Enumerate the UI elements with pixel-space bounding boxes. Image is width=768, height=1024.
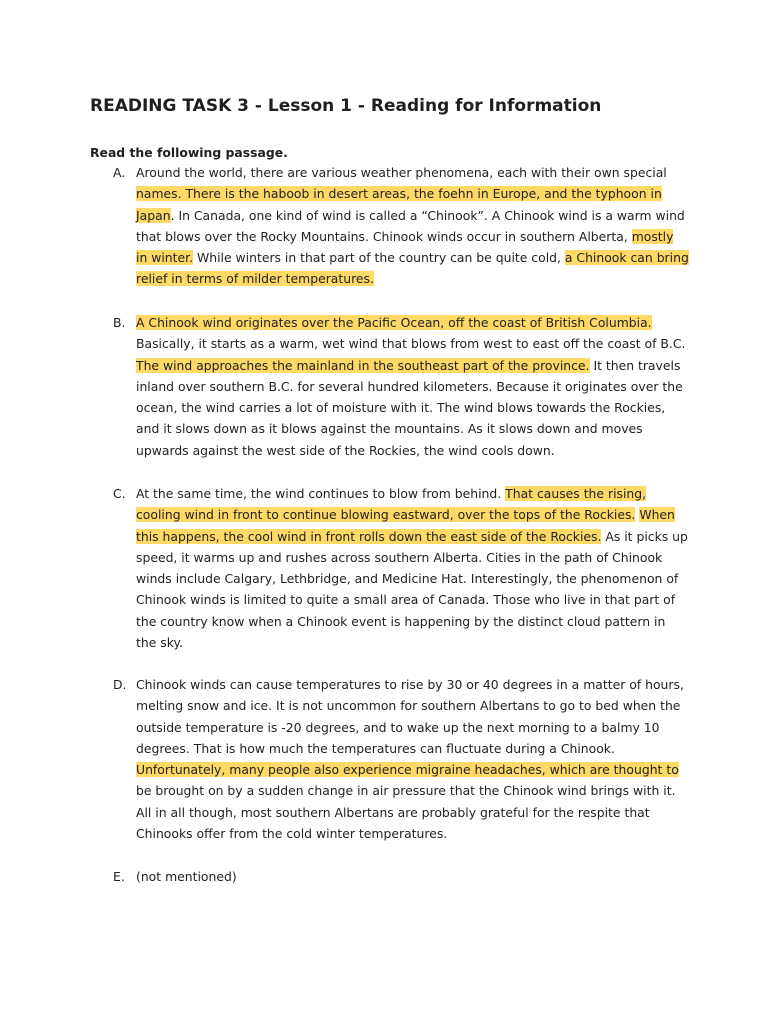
- paragraph-line: [136, 632, 696, 653]
- highlighted-text: cooling wind in front to continue blowing eastward, over the tops of the Rockies.: [136, 507, 636, 523]
- paragraph-line: [136, 738, 696, 759]
- paragraph-c: [136, 483, 696, 653]
- instruction-text: Read the following passage.: [90, 145, 288, 160]
- paragraph-line: [136, 674, 696, 695]
- text-segment: melting snow and ice. It is not uncommon for southern Albertans to go to bed when the: [136, 698, 681, 714]
- text-segment: All in all though, most southern Albertans are probably grateful for the respite that: [136, 804, 650, 820]
- highlighted-text: in winter.: [136, 250, 194, 266]
- highlighted-text: That causes the rising,: [505, 486, 647, 501]
- paragraph-line: [136, 802, 696, 823]
- paragraph-line: [136, 823, 696, 844]
- text-segment: upwards against the west side of the Rockies, the wind cools down.: [136, 442, 555, 458]
- paragraph-line: [136, 780, 696, 801]
- paragraph-line: [136, 376, 696, 397]
- highlighted-text: A Chinook wind originates over the Pacific Ocean, off the coast of British Columbia.: [136, 315, 652, 330]
- text-segment: (not mentioned): [136, 869, 237, 884]
- text-segment: speed, it warms up and rushes across southern Alberta. Cities in the path of Chinook: [136, 549, 663, 565]
- text-segment: that blows over the Rocky Mountains. Chinook winds occur in southern Alberta,: [136, 228, 632, 244]
- paragraph-line: [136, 333, 696, 354]
- item-letter-e: E.: [113, 869, 125, 884]
- paragraph-line: [136, 547, 696, 568]
- text-segment: the sky.: [136, 635, 183, 651]
- paragraph-line: [136, 162, 696, 183]
- text-segment: be brought on by a sudden change in air pressure that the Chinook wind brings with it.: [136, 783, 676, 799]
- paragraph-line: [136, 589, 696, 610]
- text-segment: Basically, it starts as a warm, wet wind that blows from west to east off the coast of B.C.: [136, 336, 686, 352]
- paragraph-line: [136, 247, 696, 268]
- text-segment: At the same time, the wind continues to blow from behind.: [136, 486, 506, 501]
- highlighted-text: names. There is the haboob in desert areas, the foehn in Europe, and the typhoon in: [136, 186, 662, 202]
- text-segment: winds include Calgary, Lethbridge, and Medicine Hat. Interestingly, the phenomenon of: [136, 571, 679, 587]
- paragraph-line: [136, 397, 696, 418]
- item-letter-a: A.: [113, 165, 126, 180]
- text-segment: As it picks up: [601, 528, 688, 544]
- text-segment: the country know when a Chinook event is happening by the distinct cloud pattern in: [136, 613, 666, 629]
- item-letter-d: D.: [113, 677, 127, 692]
- paragraph-line: [136, 568, 696, 589]
- text-segment: It then travels: [589, 357, 681, 373]
- highlighted-text: a Chinook can bring: [564, 250, 689, 266]
- paragraph-line: [136, 418, 696, 439]
- text-segment: ocean, the wind carries a lot of moisture with it. The wind blows towards the Rockies,: [136, 400, 666, 416]
- text-segment: inland over southern B.C. for several hundred kilometers. Because it originates over the: [136, 378, 683, 394]
- text-segment: outside temperature is -20 degrees, and to wake up the next morning to a balmy 10: [136, 719, 660, 735]
- document-title: READING TASK 3 - Lesson 1 - Reading for Information: [90, 96, 602, 116]
- paragraph-line: [136, 440, 696, 461]
- paragraph-line: [136, 268, 696, 289]
- highlighted-text: When: [639, 507, 675, 523]
- item-letter-b: B.: [113, 315, 126, 330]
- paragraph-line: [136, 312, 696, 333]
- paragraph-line: [136, 483, 696, 504]
- paragraph-line: [136, 526, 696, 547]
- paragraph-line: [136, 205, 696, 226]
- paragraph-line: [136, 226, 696, 247]
- paragraph-b: [136, 312, 696, 461]
- highlighted-text: Unfortunately, many people also experience migraine headaches, which are thought to: [136, 762, 679, 778]
- highlighted-text: mostly: [631, 228, 674, 244]
- text-segment: Around the world, there are various weather phenomena, each with their own special: [136, 165, 667, 180]
- text-segment: degrees. That is how much the temperatures can fluctuate during a Chinook.: [136, 740, 615, 756]
- paragraph-d: [136, 674, 696, 844]
- paragraph-line: [136, 866, 696, 887]
- paragraph-a: [136, 162, 696, 290]
- text-segment: While winters in that part of the country can be quite cold,: [193, 250, 565, 266]
- highlighted-text: this happens, the cool wind in front rolls down the east side of the Rockies.: [136, 528, 602, 544]
- highlighted-text: relief in terms of milder temperatures.: [136, 271, 374, 287]
- paragraph-line: [136, 355, 696, 376]
- paragraph-line: [136, 695, 696, 716]
- highlighted-text: The wind approaches the mainland in the southeast part of the province.: [136, 357, 590, 373]
- text-segment: . In Canada, one kind of wind is called a “Chinook”. A Chinook wind is a warm wind: [170, 207, 685, 223]
- paragraph-line: [136, 611, 696, 632]
- paragraph-line: [136, 183, 696, 204]
- item-letter-c: C.: [113, 486, 126, 501]
- text-segment: Chinook winds is limited to quite a small area of Canada. Those who live in that part of: [136, 592, 676, 608]
- text-segment: Chinook winds can cause temperatures to rise by 30 or 40 degrees in a matter of hours,: [136, 677, 684, 692]
- highlighted-text: Japan: [136, 207, 171, 223]
- paragraph-line: [136, 717, 696, 738]
- paragraph-e: [136, 866, 696, 887]
- paragraph-line: [136, 504, 696, 525]
- text-segment: and it slows down as it blows against the mountains. As it slows down and moves: [136, 421, 643, 437]
- paragraph-line: [136, 759, 696, 780]
- text-segment: Chinooks offer from the cold winter temperatures.: [136, 826, 448, 842]
